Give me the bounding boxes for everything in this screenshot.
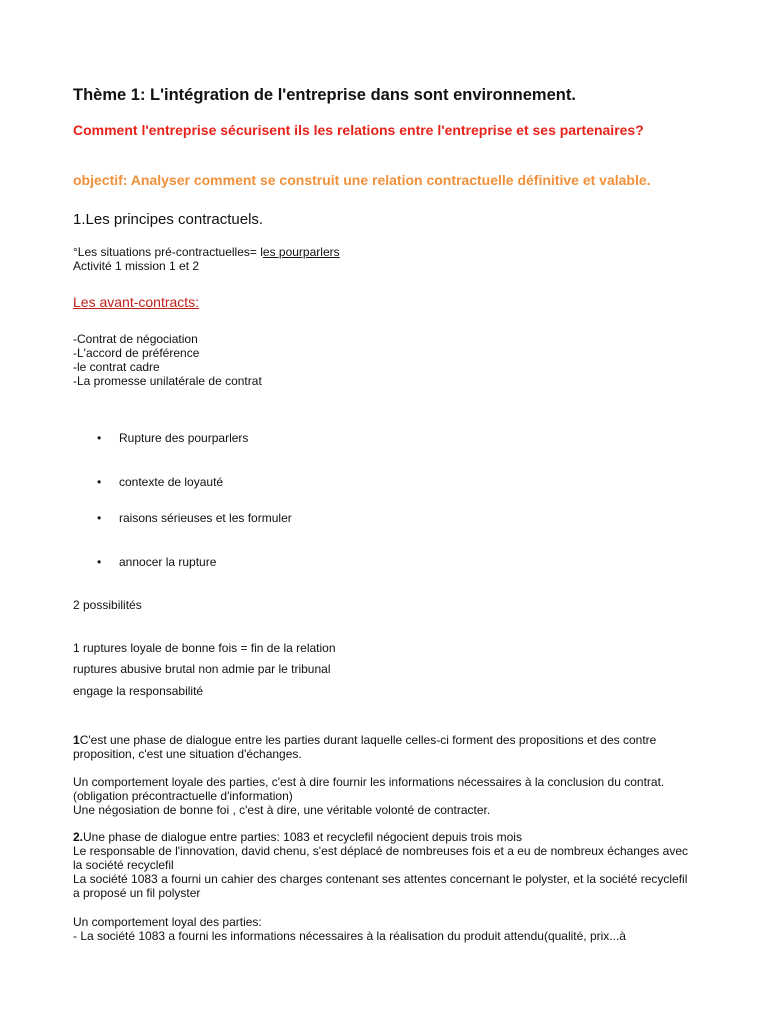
- rupture-line: ruptures abusive brutal non admie par le tribunal: [73, 662, 331, 676]
- paragraph-line: Une négosiation de bonne foi , c'est à dire, une véritable volonté de contracter.: [73, 803, 491, 817]
- possibilites-label: 2 possibilités: [73, 598, 142, 612]
- paragraph-text: Une phase de dialogue entre parties: 1083 et recyclefil négocient depuis trois mois: [83, 830, 522, 844]
- bullet-item: Rupture des pourparlers: [119, 431, 249, 445]
- paragraph-number: 2.: [73, 830, 84, 844]
- paragraph-line: La société 1083 a fourni un cahier des charges contenant ses attentes concernant le polyster, et la société recyclefil a proposé un fil polyster: [73, 872, 688, 900]
- paragraph-1b: [73, 775, 693, 817]
- page-title: Thème 1: L'intégration de l'entreprise dans sont environnement.: [73, 86, 576, 104]
- guiding-question: Comment l'entreprise sécurisent ils les relations entre l'entreprise et ses partenaires?: [73, 122, 644, 138]
- paragraph-1: [73, 733, 693, 761]
- paragraph-line: Un comportement loyale des parties, c'est à dire fournir les informations nécessaires à la conclusion du contrat.(obligation précontractuelle d'information): [73, 775, 665, 803]
- pourparlers-link[interactable]: es pourparlers: [262, 245, 340, 259]
- objective-text: objectif: Analyser comment se construit une relation contractuelle définitive et valable.: [73, 172, 651, 188]
- avant-item: -La promesse unilatérale de contrat: [73, 374, 262, 388]
- bullet-item: raisons sérieuses et les formuler: [119, 511, 292, 525]
- bullet-icon: •: [97, 555, 102, 569]
- bullet-icon: •: [97, 475, 102, 489]
- section-heading-principes: 1.Les principes contractuels.: [73, 211, 264, 228]
- avant-item: -Contrat de négociation: [73, 332, 198, 346]
- paragraph-line: Un comportement loyal des parties:: [73, 915, 262, 929]
- activity-line: Activité 1 mission 1 et 2: [73, 259, 200, 273]
- paragraph-line: - La société 1083 a fourni les informations nécessaires à la réalisation du produit attendu(qualité, prix...à: [73, 929, 626, 943]
- paragraph-3: [73, 915, 693, 943]
- precontract-prefix: °Les situations pré-contractuelles= l: [73, 245, 263, 259]
- bullet-item: annocer la rupture: [119, 555, 217, 569]
- precontract-line: [73, 245, 340, 259]
- paragraph-line: [73, 830, 693, 844]
- rupture-line: 1 ruptures loyale de bonne fois = fin de la relation: [73, 641, 336, 655]
- bullet-icon: •: [97, 511, 102, 525]
- avant-item: -L'accord de préférence: [73, 346, 200, 360]
- paragraph-text: C'est une phase de dialogue entre les parties durant laquelle celles-ci forment des propositions et des contre proposition, c'est une situation d'échanges.: [73, 733, 657, 761]
- paragraph-line: Le responsable de l'innovation, david chenu, s'est déplacé de nombreuses fois et a eu de nombreux échanges avec la société recyclefil: [73, 844, 688, 872]
- bullet-icon: •: [97, 431, 102, 445]
- avant-item: -le contrat cadre: [73, 360, 160, 374]
- paragraph-2: [73, 830, 693, 900]
- bullet-item: contexte de loyauté: [119, 475, 224, 489]
- paragraph-number: 1: [73, 733, 80, 747]
- avant-contracts-heading: Les avant-contracts:: [73, 294, 200, 310]
- rupture-line: engage la responsabilité: [73, 684, 204, 698]
